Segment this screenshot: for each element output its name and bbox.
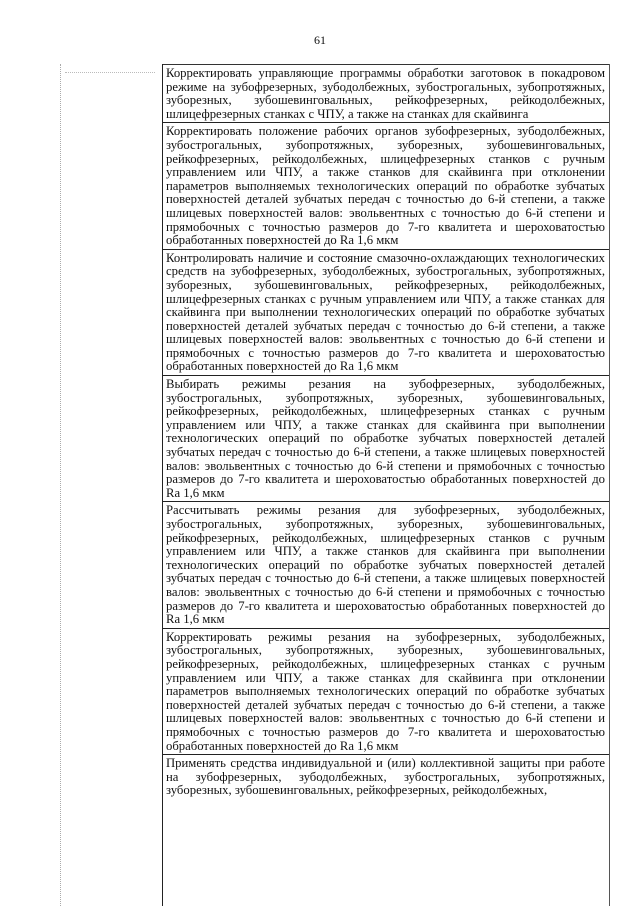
- label-column: [60, 64, 163, 906]
- table-row: Корректировать управляющие программы обработки заготовок в покадровом режиме на зубофрезерных, зубодолбежных, зубострогальных, зубопротяжных, зуборезных, зубошевинговальных, рейкофрезерных, рейкодолбежных, шлицефрезерных станках с ЧПУ, а также на станках для скайвинга: [163, 64, 609, 122]
- requirements-table: [60, 64, 610, 906]
- table-row: Корректировать положение рабочих органов зубофрезерных, зубодолбежных, зубострогальных, зубопротяжных, зуборезных, зубошевинговальных, рейкофрезерных, рейкодолбежных, шлицефрезерных станков с ручным управлением или ЧПУ, а также станков для скайвинга при отклонении параметров выполняемых технологических операций по обработке зубчатых поверхностей деталей зубчатых передач с точностью до 6-й степени, а также шлицевых поверхностей валов: эвольвентных с точностью до 6-й степени и прямобочных с точностью размеров до 7-го квалитета и шероховатостью обработанных поверхностей до Ra 1,6 мкм: [163, 122, 609, 248]
- page-number: 61: [314, 33, 326, 47]
- table-row: Рассчитывать режимы резания для зубофрезерных, зубодолбежных, зубострогальных, зубопротяжных, зуборезных, зубошевинговальных, рейкофрезерных, рейкодолбежных, шлицефрезерных станков с ручным управлением или ЧПУ, а также станков для скайвинга при выполнении технологических операций по обработке зубчатых поверхностей деталей зубчатых передач с точностью до 6-й степени, а также шлицевых поверхностей валов: эвольвентных с точностью до 6-й степени и прямобочных с точностью размеров до 7-го квалитета и шероховатостью обработанных поверхностей до Ra 1,6 мкм: [163, 501, 609, 627]
- table-row: Выбирать режимы резания на зубофрезерных, зубодолбежных, зубострогальных, зубопротяжных, зуборезных, зубошевинговальных, рейкофрезерных, рейкодолбежных, шлицефрезерных станках с ручным управлением или ЧПУ, а также станках для скайвинга при выполнении технологических операций по обработке зубчатых поверхностей деталей зубчатых передач с точностью до 6-й степени, а также шлицевых поверхностей валов: эвольвентных с точностью до 6-й степени и прямобочных с точностью размеров до 7-го квалитета и шероховатостью обработанных поверхностей до Ra 1,6 мкм: [163, 375, 609, 501]
- table-right-border: [609, 64, 610, 906]
- table-row: Контролировать наличие и состояние смазочно-охлаждающих технологических средств на зубофрезерных, зубодолбежных, зубострогальных, зубопротяжных, зуборезных, зубошевинговальных, рейкофрезерных, рейкодолбежных, шлицефрезерных станках с ручным управлением или ЧПУ, а также станках для скайвинга при выполнении технологических операций по обработке зубчатых поверхностей деталей зубчатых передач с точностью до 6-й степени, а также шлицевых поверхностей валов: эвольвентных с точностью до 6-й степени и прямобочных с точностью размеров до 7-го квалитета и шероховатостью обработанных поверхностей до Ra 1,6 мкм: [163, 249, 609, 375]
- table-row: Корректировать режимы резания на зубофрезерных, зубодолбежных, зубострогальных, зубопротяжных, зуборезных, зубошевинговальных, рейкофрезерных, рейкодолбежных, шлицефрезерных станках с ручным управлением или ЧПУ, а также станках для скайвинга при отклонении параметров выполняемых технологических операций по обработке зубчатых поверхностей деталей зубчатых передач с точностью до 6-й степени, а также шлицевых поверхностей валов: эвольвентных с точностью до 6-й степени и прямобочных с точностью размеров до 7-го квалитета и шероховатостью обработанных поверхностей до Ra 1,6 мкм: [163, 628, 609, 754]
- table-row: Применять средства индивидуальной и (или) коллективной защиты при работе на зубофрезерных, зубодолбежных, зубострогальных, зубопротяжных, зуборезных, зубошевинговальных, рейкофрезерных, рейкодолбежных,: [163, 754, 609, 799]
- content-column: [163, 64, 609, 799]
- column-divider-dots: [65, 72, 155, 73]
